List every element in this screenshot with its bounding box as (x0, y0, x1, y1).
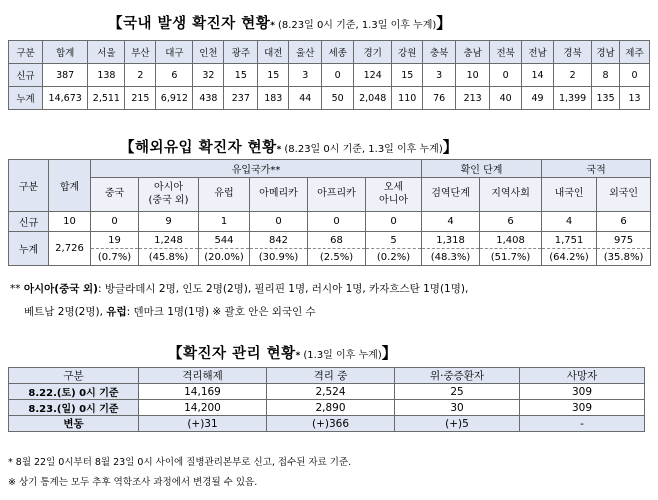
domestic-row-label: 누계 (9, 87, 43, 110)
source-note: * 8월 22일 0시부터 8월 23일 0시 사이에 질병관리본부로 신고, 접수된 자료 기준. (8, 457, 352, 468)
management-data-row (9, 416, 645, 432)
overseas-cumulative-label: 누계 (9, 232, 49, 266)
domestic-data-cell: 15 (392, 64, 423, 87)
management-title-note: (1.3일 이후 누계) (303, 350, 382, 361)
overseas-subheader-cell: 아메리카 (250, 178, 308, 212)
domestic-header-cell: 경기 (354, 41, 392, 64)
management-header-cell: 격리 중 (267, 368, 395, 384)
domestic-data-cell: 0 (490, 64, 522, 87)
overseas-header-nation: 국적 (542, 160, 651, 178)
domestic-header-cell: 부산 (125, 41, 156, 64)
domestic-data-cell: 138 (88, 64, 125, 87)
overseas-new-cell: 6 (597, 212, 651, 232)
overseas-new-cell: 0 (250, 212, 308, 232)
overseas-header-gubun: 구분 (9, 160, 49, 212)
management-data-cell: 309 (520, 400, 645, 416)
domestic-header-row (9, 41, 650, 64)
domestic-data-cell: 2 (554, 64, 592, 87)
management-title (168, 342, 397, 363)
overseas-subheader-cell: 유럽 (199, 178, 250, 212)
footnote-asia-label: 아시아(중국 외) (23, 283, 98, 295)
management-data-cell: 2,890 (267, 400, 395, 416)
management-header-cell: 격리해제 (139, 368, 267, 384)
domestic-header-cell: 세종 (322, 41, 354, 64)
domestic-data-cell: 215 (125, 87, 156, 110)
overseas-percent-cell: (35.8%) (597, 249, 651, 266)
overseas-percent-cell: (30.9%) (250, 249, 308, 266)
management-header-cell: 사망자 (520, 368, 645, 384)
management-title-star: * (295, 351, 301, 361)
domestic-data-cell: 6 (156, 64, 193, 87)
overseas-subheader-cell: 아시아 (중국 외) (139, 178, 199, 212)
management-row-label: 8.22.(토) 0시 기준 (9, 384, 139, 400)
management-data-cell: 25 (395, 384, 520, 400)
domestic-data-cell: 135 (592, 87, 620, 110)
management-title-close: 】 (381, 344, 397, 362)
overseas-percent-cell: (45.8%) (139, 249, 199, 266)
overseas-new-label: 신규 (9, 212, 49, 232)
overseas-cumulative-cell: 975 (597, 232, 651, 249)
management-data-row (9, 400, 645, 416)
overseas-percent-cell: (51.7%) (480, 249, 542, 266)
overseas-new-cell: 0 (308, 212, 366, 232)
domestic-data-cell: 44 (289, 87, 322, 110)
management-table (8, 367, 645, 432)
domestic-data-cell: 0 (322, 64, 354, 87)
domestic-data-cell: 110 (392, 87, 423, 110)
overseas-new-cell: 1 (199, 212, 250, 232)
management-data-cell: - (520, 416, 645, 432)
domestic-data-cell: 183 (258, 87, 289, 110)
domestic-data-cell: 124 (354, 64, 392, 87)
overseas-title-note: (8.23일 0시 기준, 1.3일 이후 누계) (284, 144, 443, 155)
overseas-cumulative-cell: 1,248 (139, 232, 199, 249)
management-header-row (9, 368, 645, 384)
overseas-percent-cell: (64.2%) (542, 249, 597, 266)
footnote-europe-text: : 덴마크 1명(1명) ※ 괄호 안은 외국인 수 (126, 306, 316, 318)
overseas-table (8, 159, 651, 266)
domestic-row-label: 신규 (9, 64, 43, 87)
disclaimer-note: ※ 상기 통계는 모두 추후 역학조사 과정에서 변경될 수 있음. (8, 477, 258, 488)
domestic-data-cell: 50 (322, 87, 354, 110)
domestic-data-cell: 0 (619, 64, 649, 87)
overseas-cumulative-cell: 1,751 (542, 232, 597, 249)
overseas-percent-cell: (0.2%) (366, 249, 422, 266)
overseas-percent-cell: (48.3%) (422, 249, 480, 266)
domestic-data-cell: 15 (224, 64, 258, 87)
domestic-data-cell: 2,511 (88, 87, 125, 110)
management-data-cell: 2,524 (267, 384, 395, 400)
domestic-header-cell: 광주 (224, 41, 258, 64)
overseas-subheader-cell: 외국인 (597, 178, 651, 212)
overseas-title-text: 【해외유입 확진자 현황 (120, 140, 277, 156)
overseas-new-cell: 4 (542, 212, 597, 232)
domestic-title-text: 【국내 발생 확진자 현황 (108, 16, 271, 32)
overseas-header-total: 합계 (49, 160, 91, 212)
domestic-header-cell: 제주 (619, 41, 649, 64)
management-data-cell: 14,169 (139, 384, 267, 400)
domestic-title-note: (8.23일 0시 기준, 1.3일 이후 누계) (277, 20, 437, 31)
overseas-title-close: 】 (442, 138, 458, 156)
domestic-data-cell: 6,912 (156, 87, 193, 110)
overseas-new-cell: 9 (139, 212, 199, 232)
overseas-percent-cell: (0.7%) (91, 249, 139, 266)
footnote-europe-label: 유럽 (106, 306, 127, 318)
domestic-data-cell: 14,673 (43, 87, 88, 110)
management-title-text: 【확진자 관리 현황 (168, 346, 296, 362)
management-data-cell: 14,200 (139, 400, 267, 416)
domestic-header-cell: 경남 (592, 41, 620, 64)
domestic-data-cell: 14 (522, 64, 554, 87)
overseas-footnote-line1 (10, 281, 468, 296)
management-data-row (9, 384, 645, 400)
overseas-cumulative-row (9, 232, 651, 249)
overseas-subheader-row (9, 178, 651, 212)
overseas-cumulative-cell: 5 (366, 232, 422, 249)
overseas-header-country: 유입국가** (91, 160, 422, 178)
domestic-data-cell: 13 (619, 87, 649, 110)
domestic-title-close: 】 (436, 14, 452, 32)
overseas-title-star: * (276, 145, 282, 155)
management-row-label: 8.23.(일) 0시 기준 (9, 400, 139, 416)
domestic-header-cell: 경북 (554, 41, 592, 64)
domestic-data-cell: 3 (423, 64, 456, 87)
overseas-percent-cell: (2.5%) (308, 249, 366, 266)
domestic-header-cell: 구분 (9, 41, 43, 64)
domestic-data-cell: 32 (193, 64, 224, 87)
domestic-data-cell: 8 (592, 64, 620, 87)
footnote-vietnam-text: 베트남 2명(2명), (24, 306, 107, 318)
domestic-data-cell: 40 (490, 87, 522, 110)
domestic-header-cell: 강원 (392, 41, 423, 64)
domestic-header-cell: 전남 (522, 41, 554, 64)
domestic-data-cell: 1,399 (554, 87, 592, 110)
domestic-data-cell: 76 (423, 87, 456, 110)
domestic-data-cell: 387 (43, 64, 88, 87)
domestic-header-cell: 대전 (258, 41, 289, 64)
overseas-subheader-cell: 아프리카 (308, 178, 366, 212)
overseas-cumulative-cell: 842 (250, 232, 308, 249)
domestic-title (108, 12, 451, 33)
management-header-cell: 구분 (9, 368, 139, 384)
overseas-cumulative-cell: 68 (308, 232, 366, 249)
domestic-header-cell: 충남 (456, 41, 490, 64)
domestic-header-cell: 울산 (289, 41, 322, 64)
management-data-cell: 309 (520, 384, 645, 400)
domestic-data-row (9, 64, 650, 87)
domestic-header-cell: 전북 (490, 41, 522, 64)
management-data-cell: 30 (395, 400, 520, 416)
management-data-cell: (+)31 (139, 416, 267, 432)
domestic-header-cell: 인천 (193, 41, 224, 64)
footnote-asia-text: : 방글라데시 2명, 인도 2명(2명), 필리핀 1명, 러시아 1명, 카자흐스탄 1명(1명), (97, 283, 469, 295)
overseas-subheader-cell: 오세 아니아 (366, 178, 422, 212)
domestic-header-cell: 대구 (156, 41, 193, 64)
overseas-percent-cell: (20.0%) (199, 249, 250, 266)
overseas-new-cell: 0 (366, 212, 422, 232)
overseas-new-total: 10 (49, 212, 91, 232)
overseas-new-cell: 6 (480, 212, 542, 232)
overseas-cumulative-total: 2,726 (49, 232, 91, 266)
domestic-data-cell: 438 (193, 87, 224, 110)
overseas-cumulative-cell: 19 (91, 232, 139, 249)
domestic-data-cell: 49 (522, 87, 554, 110)
overseas-cumulative-cell: 1,408 (480, 232, 542, 249)
domestic-data-cell: 15 (258, 64, 289, 87)
overseas-header-stage: 확인 단계 (422, 160, 542, 178)
overseas-new-cell: 4 (422, 212, 480, 232)
overseas-subheader-cell: 지역사회 (480, 178, 542, 212)
domestic-title-star: * (270, 21, 275, 31)
domestic-data-cell: 2 (125, 64, 156, 87)
overseas-footnote-line2 (24, 304, 316, 319)
overseas-new-cell: 0 (91, 212, 139, 232)
domestic-data-cell: 237 (224, 87, 258, 110)
footnote-prefix: ** (10, 283, 24, 295)
overseas-new-row (9, 212, 651, 232)
management-data-cell: (+)366 (267, 416, 395, 432)
overseas-subheader-cell: 검역단계 (422, 178, 480, 212)
overseas-subheader-cell: 내국인 (542, 178, 597, 212)
overseas-cumulative-cell: 544 (199, 232, 250, 249)
overseas-subheader-cell: 중국 (91, 178, 139, 212)
overseas-title (120, 136, 458, 157)
overseas-percent-row (9, 249, 651, 266)
domestic-data-cell: 10 (456, 64, 490, 87)
overseas-cumulative-cell: 1,318 (422, 232, 480, 249)
management-header-cell: 위·중증환자 (395, 368, 520, 384)
domestic-header-cell: 서울 (88, 41, 125, 64)
domestic-data-cell: 2,048 (354, 87, 392, 110)
domestic-header-cell: 충북 (423, 41, 456, 64)
management-row-label: 변동 (9, 416, 139, 432)
management-data-cell: (+)5 (395, 416, 520, 432)
domestic-data-cell: 3 (289, 64, 322, 87)
domestic-table (8, 40, 650, 110)
domestic-data-cell: 213 (456, 87, 490, 110)
domestic-data-row (9, 87, 650, 110)
domestic-header-cell: 합계 (43, 41, 88, 64)
